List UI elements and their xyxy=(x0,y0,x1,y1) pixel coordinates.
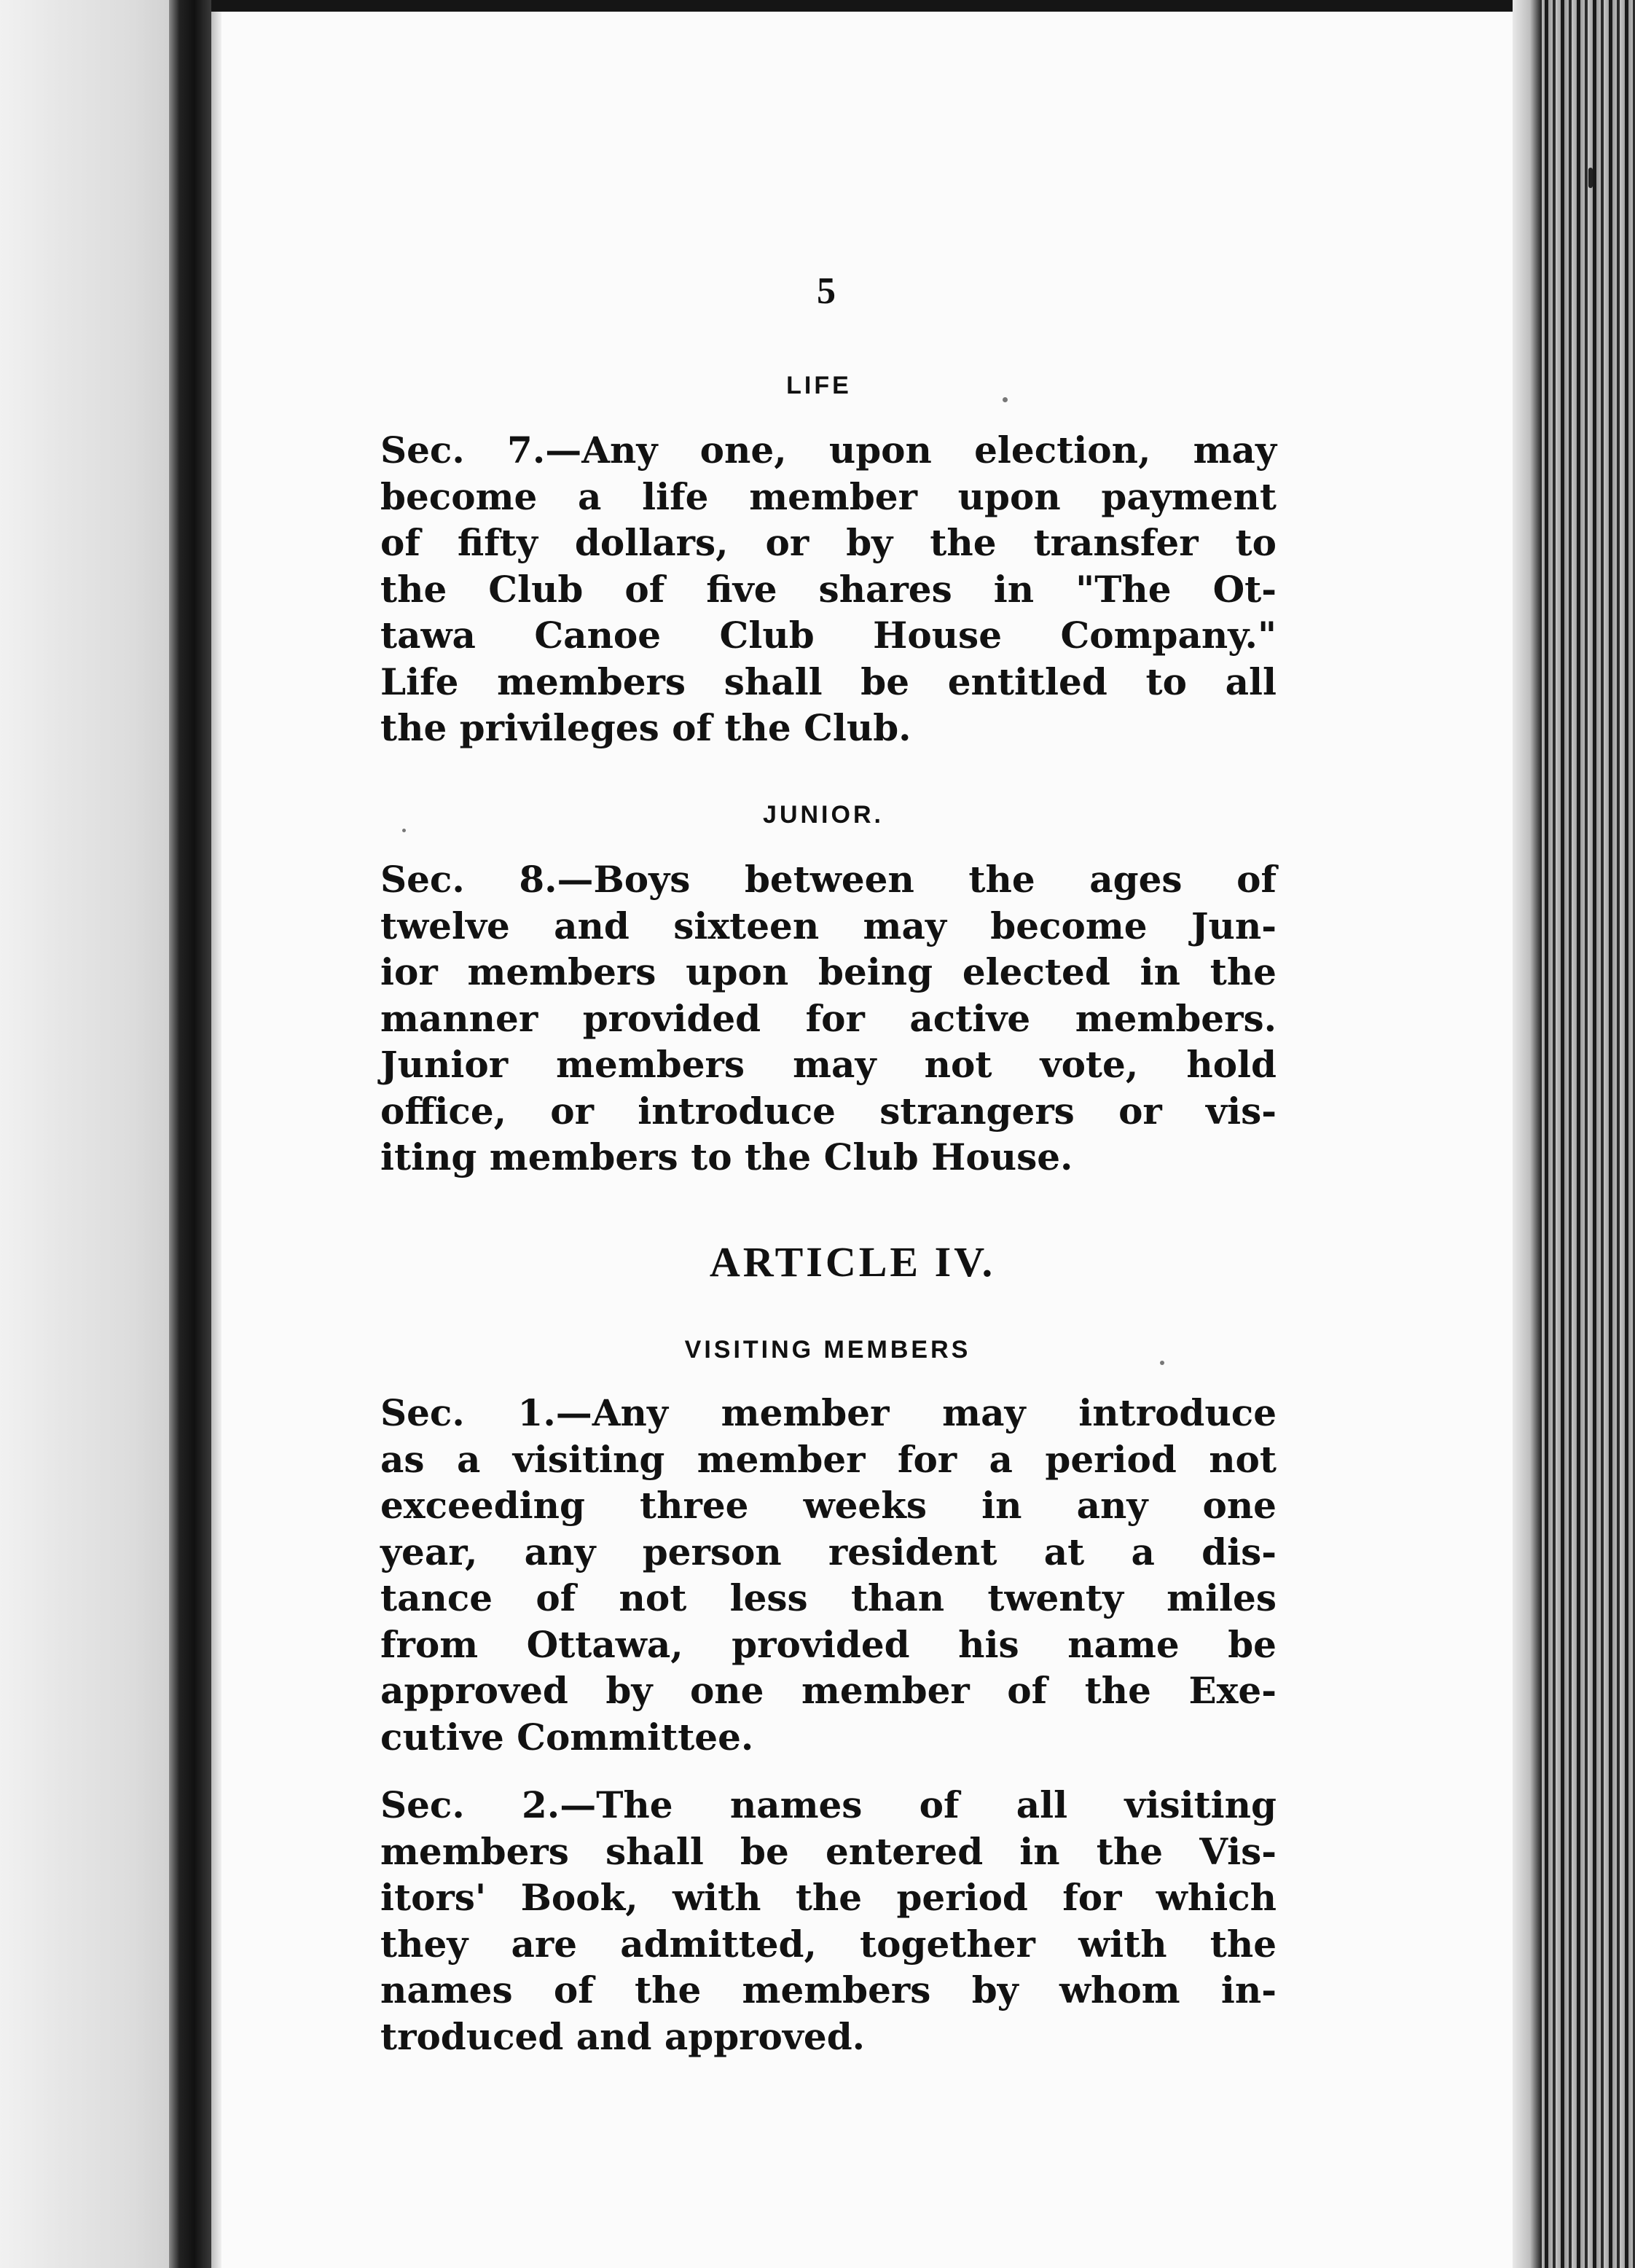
paragraph-line: cutive Committee. xyxy=(380,1715,754,1759)
paragraph-line: exceeding three weeks in any one xyxy=(380,1484,1277,1527)
scan-speck xyxy=(1160,1361,1164,1365)
section-heading-visiting-text: VISITING MEMBERS xyxy=(684,1336,971,1364)
paragraph-line: tance of not less than twenty miles xyxy=(380,1576,1277,1619)
paragraph-line: names of the members by whom in- xyxy=(380,1968,1277,2011)
paragraph-line: iting members to the Club House. xyxy=(380,1135,1073,1178)
facing-page-edge xyxy=(0,0,179,2268)
section-8-paragraph xyxy=(380,856,1277,1181)
paragraph-line: tawa Canoe Club House Company." xyxy=(380,614,1277,657)
paragraph-line: Sec. 8.—Boys between the ages of xyxy=(380,858,1277,901)
gutter-shadow xyxy=(211,0,221,2268)
paragraph-line: office, or introduce strangers or vis- xyxy=(380,1089,1277,1133)
article-heading-text: ARTICLE IV. xyxy=(709,1238,996,1286)
paragraph-line: the privileges of the Club. xyxy=(380,706,911,749)
page-edge-shadow xyxy=(1513,0,1542,2268)
scan-speck xyxy=(402,829,406,832)
paragraph-line: Sec. 1.—Any member may introduce xyxy=(380,1391,1277,1434)
paragraph-line: approved by one member of the Exe- xyxy=(380,1669,1277,1712)
paragraph-line: Junior members may not vote, hold xyxy=(380,1043,1277,1086)
article-4-section-2-paragraph xyxy=(380,1782,1277,2060)
paragraph-line: manner provided for active members. xyxy=(380,996,1277,1040)
paragraph-line: Life members shall be entitled to all xyxy=(380,660,1277,703)
section-heading-visiting xyxy=(0,1336,1635,1364)
paragraph-line: troduced and approved. xyxy=(380,2014,866,2058)
section-7-paragraph xyxy=(380,427,1277,751)
section-heading-life-text: LIFE xyxy=(786,372,852,399)
paragraph-line: twelve and sixteen may become Jun- xyxy=(380,904,1277,947)
book-gutter xyxy=(169,0,211,2268)
page-number-text: 5 xyxy=(817,270,836,312)
page-number xyxy=(0,270,1635,313)
paragraph-line: the Club of five shares in "The Ot- xyxy=(380,567,1277,611)
section-heading-junior-text: JUNIOR. xyxy=(763,801,884,829)
section-heading-life xyxy=(0,372,1635,400)
paragraph-line: itors' Book, with the period for which xyxy=(380,1876,1277,1919)
paragraph-line: Sec. 7.—Any one, upon election, may xyxy=(380,429,1277,472)
paragraph-line: become a life member upon payment xyxy=(380,474,1277,518)
paragraph-line: they are admitted, together with the xyxy=(380,1922,1277,1966)
paragraph-line: Sec. 2.—The names of all visiting xyxy=(380,1783,1277,1826)
article-heading xyxy=(0,1237,1635,1286)
paragraph-line: from Ottawa, provided his name be xyxy=(380,1622,1277,1666)
paragraph-line: as a visiting member for a period not xyxy=(380,1437,1277,1481)
paragraph-line: ior members upon being elected in the xyxy=(380,950,1277,993)
section-heading-junior xyxy=(0,801,1635,829)
paragraph-line: of fifty dollars, or by the transfer to xyxy=(380,521,1277,564)
article-4-section-1-paragraph xyxy=(380,1390,1277,1760)
paragraph-line: members shall be entered in the Vis- xyxy=(380,1829,1277,1873)
scan-speck xyxy=(1588,168,1593,188)
scan-top-border xyxy=(211,0,1523,12)
scan-speck xyxy=(1003,397,1008,402)
paragraph-line: year, any person resident at a dis- xyxy=(380,1530,1277,1573)
